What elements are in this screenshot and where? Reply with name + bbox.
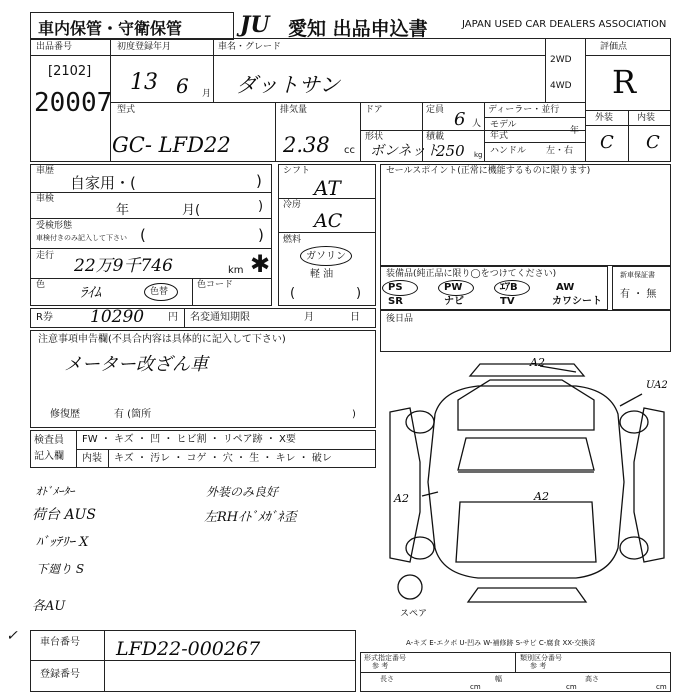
aircon-value: AC (314, 210, 343, 232)
inspector-row-1: FW ・ キズ ・ 凹 ・ ヒビ割 ・ リペア跡 ・ X要 (82, 434, 296, 445)
car-bed (456, 502, 596, 562)
equipment-item: PS (388, 282, 403, 293)
notes-label: 注意事項申告欄(不具合内容は具体的に記入して下さい) (38, 334, 286, 345)
load-label: 積載 (426, 132, 445, 142)
inspector-row-2-label: 内装 (82, 453, 102, 464)
check-mark: ✓ (6, 628, 18, 644)
interior-grade: C (646, 132, 660, 153)
damage-arrow-right (620, 394, 642, 406)
capacity-label: 定員 (426, 105, 445, 115)
ju-logo: JU (240, 12, 270, 38)
inspection-close: ) (258, 199, 264, 214)
history-close: ) (256, 172, 262, 190)
month-unit: 月 (202, 89, 212, 99)
fuel-open: ( (290, 286, 296, 301)
ref-label-2: 参 考 (530, 662, 547, 670)
shift-value: AT (314, 176, 341, 200)
lot-code: [2102] (48, 64, 92, 79)
wheel-rear-right (620, 537, 648, 559)
equipment-item: TV (500, 296, 515, 307)
fuel-label: 燃料 (283, 235, 302, 245)
dealer-label: ディーラー・並行 (488, 105, 560, 115)
width-label: 幅 (495, 675, 502, 683)
spare-label: スペア (400, 609, 428, 619)
note-line-3: ﾊﾞｯﾃﾘｰ X (36, 535, 89, 550)
model-year-label-2: 年式 (490, 131, 509, 141)
equipment-circle (494, 280, 530, 296)
equipment-label: 装備品(純正品に限り◯をつけてください) (386, 269, 557, 279)
exterior-grade: C (600, 132, 614, 153)
year-unit: 年 (570, 126, 580, 136)
chassis-label: 車台番号 (40, 637, 80, 648)
equipment-circle (382, 280, 418, 296)
shape-label: 形状 (365, 132, 384, 142)
rear-items-block (380, 310, 671, 352)
fuel-gasoline-circle (300, 246, 352, 266)
width-unit: cm (566, 683, 577, 691)
mileage-unit: km (228, 265, 244, 276)
fuel-gasoline: ガソリン (306, 251, 346, 262)
inspection-label: 車検 (36, 194, 55, 204)
mileage-label: 走行 (36, 251, 55, 261)
rear-bumper (468, 588, 586, 602)
damage-legend: A-キズ E-エクボ U-凹み W-補修跡 S-サビ C-腐食 XX-交換済 (406, 639, 596, 647)
tax-month: 月 (304, 312, 314, 323)
shift-label: シフト (283, 166, 311, 176)
spare-tire-icon (398, 575, 422, 599)
recycle-value: 10290 (90, 307, 145, 327)
repair-label: 修復歴 (50, 409, 80, 420)
recycle-unit: 円 (168, 312, 178, 323)
aircon-label: 冷房 (283, 200, 302, 210)
model-label: 型式 (117, 105, 136, 115)
interior-label: 内装 (637, 113, 656, 123)
equipment-circle (438, 280, 474, 296)
model-year-label-1: モデル (490, 120, 517, 130)
handle-label: ハンドル (490, 146, 527, 156)
note-right-2: 左RHｲﾄﾞﾒｶﾞﾈ歪 (204, 510, 297, 525)
form-subtitle: JAPAN USED CAR DEALERS ASSOCIATION (462, 19, 667, 30)
lot-number: 20007 (34, 88, 113, 118)
lot-label: 出品番号 (36, 42, 73, 52)
registration-label: 初度登録年月 (117, 42, 172, 52)
damage-mark-1: A2 (530, 356, 545, 369)
warranty-label: 新車保証書 (620, 271, 655, 279)
length-unit: cm (470, 683, 481, 691)
registration-month: 6 (176, 74, 189, 98)
capacity-unit: 人 (472, 119, 482, 129)
inspector-label-1: 検査員 (34, 435, 64, 446)
note-line-4: 下廻り S (36, 562, 85, 576)
car-windshield (458, 438, 594, 470)
car-left-side (390, 408, 420, 562)
note-line-5: 各AU (32, 599, 66, 614)
drive-4wd: 4WD (550, 81, 572, 91)
doors-label: ドア (365, 105, 383, 115)
ref-label-1: 参 考 (372, 662, 389, 670)
shape-value: ボンネット (370, 143, 440, 159)
storage-label: 車内保管・守衛保管 (38, 19, 183, 38)
model-value: GC- LFD22 (112, 133, 231, 157)
note-right-1: 外装のみ良好 (206, 485, 279, 499)
inspection-month: 月( (182, 203, 201, 218)
equipment-item: ナビ (444, 296, 464, 307)
equipment-item: PW (444, 282, 463, 293)
displacement-value: 2.38 (283, 133, 330, 157)
color-value: ﾗｲﾑ (80, 285, 101, 301)
tax-label: 名変通知期限 (190, 312, 250, 323)
selling-points-block (380, 164, 671, 266)
plate-label: 登録番号 (40, 669, 80, 680)
wheel-rear-left (406, 537, 434, 559)
damage-mark-2: UA2 (646, 380, 668, 391)
fuel-close: ) (356, 286, 362, 301)
repair-value: 有 (箇所 (114, 409, 152, 420)
chassis-value: LFD22-000267 (116, 638, 261, 660)
color-change-circle (144, 283, 178, 301)
color-change: 色替 (150, 287, 169, 297)
note-line-1: ｵﾄﾞﾒｰﾀｰ (36, 485, 75, 498)
class-no-label: 類別区分番号 (520, 654, 562, 662)
receiving-note: 車検付きのみ記入して下さい (36, 234, 127, 242)
equipment-item: SR (388, 296, 403, 307)
rear-items-label: 後日品 (386, 314, 414, 324)
shape-no-label: 形式指定番号 (364, 654, 406, 662)
equipment-item: AW (556, 282, 575, 293)
drive-2wd: 2WD (550, 55, 572, 65)
mileage-mark: ✱ (250, 250, 271, 278)
warranty-options: 有 ・ 無 (620, 289, 657, 300)
exterior-label: 外装 (595, 113, 614, 123)
wheel-front-right (620, 411, 648, 433)
fuel-diesel: 軽 油 (310, 269, 334, 280)
inspector-row-2: キズ ・ 汚レ ・ コゲ ・ 穴 ・ 生 ・ キレ ・ 破レ (114, 453, 332, 464)
height-label: 高さ (585, 675, 599, 683)
mileage-value: 22万9千746 (74, 256, 173, 276)
height-unit: cm (656, 683, 667, 691)
displacement-unit: cc (344, 145, 355, 156)
damage-mark-3: A2 (394, 492, 409, 505)
car-damage-diagram (380, 352, 680, 630)
car-name-label: 車名・グレード (218, 42, 282, 52)
length-label: 長さ (380, 675, 394, 683)
handle-options: 左・右 (546, 146, 574, 156)
history-value: 自家用・( (70, 174, 136, 192)
selling-points-label: セールスポイント(正常に機能するものに限ります) (386, 166, 591, 176)
damage-arrow-top (540, 366, 576, 372)
notes-value: メーター改ざん車 (64, 354, 208, 375)
note-line-2: 荷台 AUS (32, 507, 96, 523)
wheel-front-left (406, 411, 434, 433)
equipment-item: カワシート (552, 296, 602, 307)
equipment-item: ｴｱB (500, 282, 518, 293)
inspection-year: 年 (116, 203, 130, 218)
capacity-value: 6 (454, 109, 466, 130)
inspector-label-2: 記入欄 (34, 451, 64, 462)
receiving-close: ) (258, 226, 264, 244)
registration-year: 13 (130, 70, 158, 95)
load-value: 250 (436, 142, 465, 160)
tax-day: 日 (350, 312, 360, 323)
history-label: 車歴 (36, 166, 55, 176)
color-label: 色 (36, 280, 46, 290)
color-code-label: 色コード (197, 280, 234, 290)
damage-mark-4: A2 (534, 490, 549, 503)
receiving-open: ( (140, 226, 146, 244)
car-right-side (634, 408, 664, 562)
load-unit: kg (474, 151, 483, 159)
recycle-label: R券 (36, 312, 53, 323)
car-roof-outline (458, 380, 594, 430)
grade-value: R (612, 63, 637, 101)
form-title: 愛知 出品申込書 (288, 18, 428, 40)
car-name-value: ダットサン (236, 73, 340, 97)
repair-close: ) (352, 409, 356, 420)
receiving-label: 受検形態 (36, 221, 73, 231)
displacement-label: 排気量 (280, 105, 308, 115)
grade-label: 評価点 (600, 42, 628, 52)
